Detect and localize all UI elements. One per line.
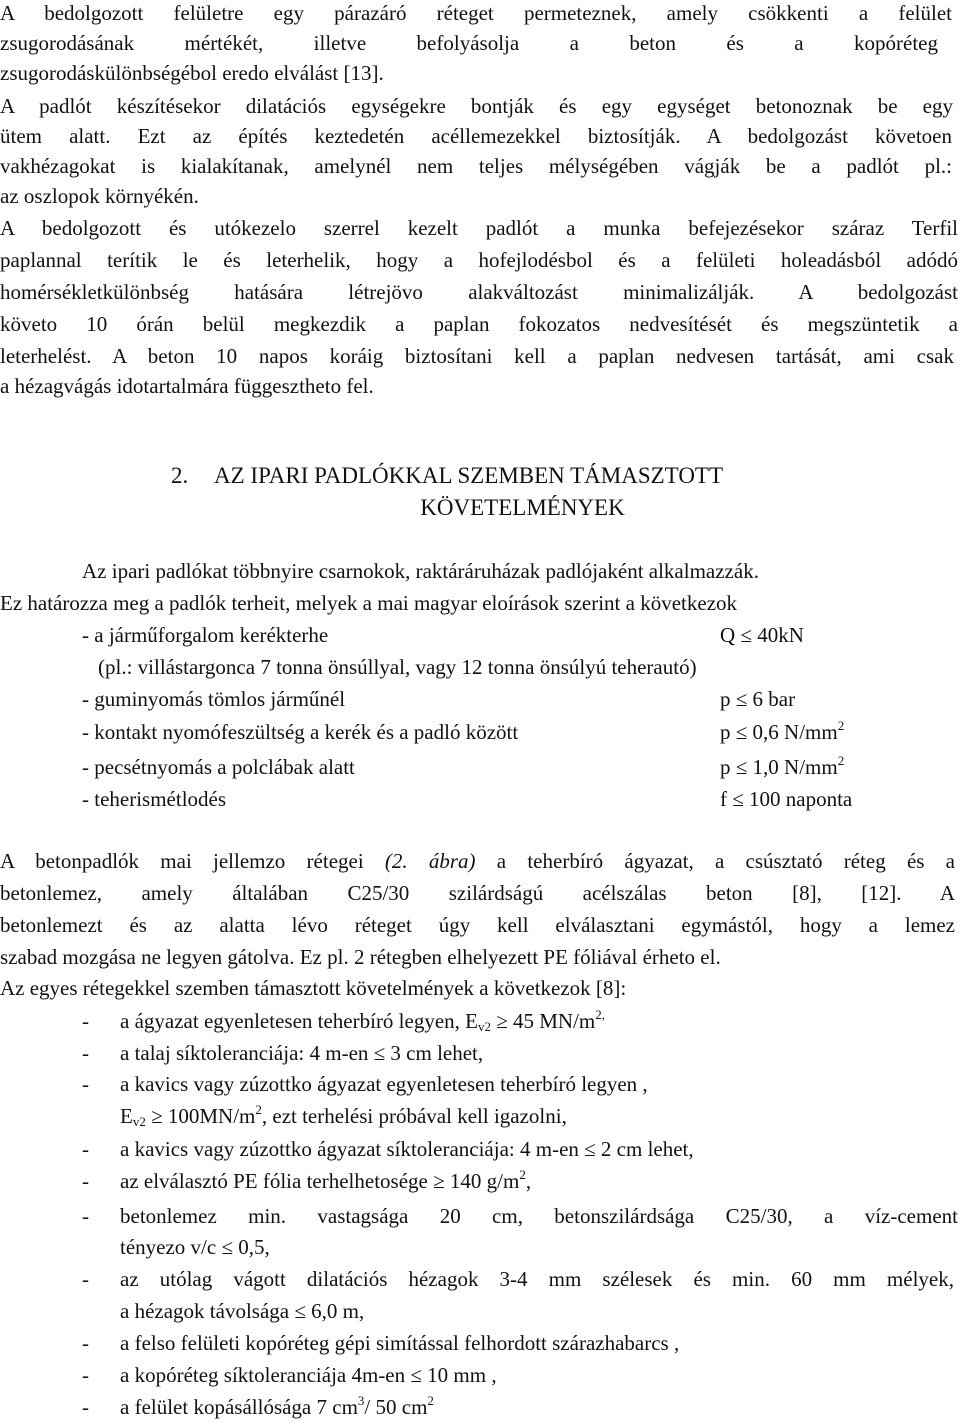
requirement-value: Q ≤ 40kN [720,623,804,647]
requirement-label: - kontakt nyomófeszültség a kerék és a padló között [82,720,519,744]
intro-line: Az ipari padlókat többnyire csarnokok, raktáráruházak padlójaként alkalmazzák. [82,559,759,583]
list-bullet: - [82,1009,89,1033]
list-item: a kavics vagy zúzottko ágyazat egyenletesen teherbíró legyen , [120,1072,648,1096]
requirement-note: (pl.: villástargonca 7 tonna önsúllyal, vagy 12 tonna önsúlyú teherautó) [98,655,697,679]
list-item: a felület kopásállósága 7 $cm^3/$ 50 $cm^2$ [120,1393,434,1419]
paragraph-line: követo 10 órán belül megkezdik a paplan fokozatos nedvesítését és megszüntetik a [0,312,958,336]
paragraph-line: a hézagvágás idotartalmára függesztheto fel. [0,374,374,398]
paragraph-line: zsugorodáskülönbségébol eredo elválást [13]. [0,61,384,85]
paragraph-line: az oszlopok környékén. [0,184,199,208]
paragraph-line: paplannal terítik le és leterhelik, hogy a hofejlodésbol és a felületi holeadásból adódó [0,248,958,272]
requirement-label: - guminyomás tömlos járműnél [82,687,346,711]
list-bullet: - [82,1267,89,1291]
paragraph-line: leterhelést. A beton 10 napos koráig biztosítani kell a paplan nedvesen tartását, ami csak [0,344,954,368]
list-item-continuation: tényezo v/c ≤ 0,5, [120,1235,270,1259]
requirement-value: p ≤ 6 bar [720,687,796,711]
list-item: betonlemez min. vastagsága 20 cm, betonszilárdsága C25/30, a víz-cement [120,1204,958,1228]
list-item-continuation: a hézagok távolsága ≤ 6,0 m, [120,1299,365,1323]
paragraph-line: homérsékletkülönbség hatására létrejövo alakváltozást minimalizálják. A bedolgozást [0,280,958,304]
list-item: az utólag vágott dilatációs hézagok 3-4 mm szélesek és min. 60 mm mélyek, [120,1267,954,1291]
list-item: a kavics vagy zúzottko ágyazat síktoleranciája: 4 m-en ≤ 2 cm lehet, [120,1137,694,1161]
paragraph-line: szabad mozgása ne legyen gátolva. Ez pl. 2 rétegben elhelyezett PE fóliával érheto el. [0,945,721,969]
list-item: a ágyazat egyenletesen teherbíró legyen, $E_{v2} \ge 45$ $MN/m^{2,}$ [120,1007,606,1034]
requirement-value: p ≤ 1,0 $N/mm^2$ [720,753,845,779]
requirement-label: - teherismétlodés [82,787,227,811]
section-heading-line2: KÖVETELMÉNYEK [420,495,625,520]
intro-line: Ez határozza meg a padlók terheit, melyek a mai magyar eloírások szerint a következok [0,591,738,615]
list-bullet: - [82,1395,89,1419]
paragraph-line: A bedolgozott felületre egy párazáró réteget permeteznek, amely csökkenti a felület [0,1,952,25]
paragraph-line: ütem alatt. Ezt az építés keztedetén acéllemezekkel biztosítják. A bedolgozást követoen [0,124,952,148]
list-bullet: - [82,1169,89,1193]
list-bullet: - [82,1041,89,1065]
list-intro: Az egyes rétegekkel szemben támasztott követelmények a következok [8]: [0,976,627,1000]
paragraph-line: betonlemezt és az alatta lévo réteget úgy kell elválasztani egymástól, hogy a lemez [0,913,955,937]
paragraph-line: betonlemez, amely általában C25/30 szilárdságú acélszálas beton [8], [12]. A [0,881,955,905]
requirement-value: f ≤ 100 naponta [720,787,853,811]
list-item: a kopóréteg síktoleranciája 4m-en ≤ 10 mm , [120,1363,497,1387]
list-bullet: - [82,1363,89,1387]
requirement-value: p ≤ 0,6 $N/mm^2$ [720,718,845,744]
paragraph-line: A padlót készítésekor dilatációs egységekre bontják és egy egységet betonoznak be egy [0,94,953,118]
section-heading-line1: AZ IPARI PADLÓKKAL SZEMBEN TÁMASZTOTT [214,463,724,488]
list-bullet: - [82,1204,89,1228]
paragraph-line: A bedolgozott és utókezelo szerrel kezelt padlót a munka befejezésekor száraz Terfil [0,216,958,240]
figure-reference: (2. ábra) [384,849,476,873]
list-item: a felso felületi kopóréteg gépi simítással felhordott szárazhabarcs , [120,1331,680,1355]
list-bullet: - [82,1137,89,1161]
list-bullet: - [82,1331,89,1355]
paragraph-line: zsugorodásának mértékét, illetve befolyásolja a beton és a kopóréteg [0,31,938,55]
list-item-continuation: $E_{v2} \ge 100MN/m^2$, ezt terhelési próbával kell igazolni, [120,1102,567,1129]
list-item: az elválasztó PE fólia terhelhetosége ≥ 140 $g/m^2$, [120,1167,532,1193]
list-item: a talaj síktoleranciája: 4 m-en ≤ 3 cm lehet, [120,1041,484,1065]
paragraph-line: A betonpadlók mai jellemzo rétegei (2. ábra) a teherbíró ágyazat, a csúsztató réteg és a [0,849,955,873]
list-bullet: - [82,1072,89,1096]
paragraph-line: vakhézagokat is kialakítanak, amelynél nem teljes mélységében vágják be a padlót pl.: [0,154,952,178]
section-number: 2. [171,463,189,488]
requirement-label: - a járműforgalom kerékterhe [82,623,329,647]
requirement-label: - pecsétnyomás a polclábak alatt [82,755,355,779]
